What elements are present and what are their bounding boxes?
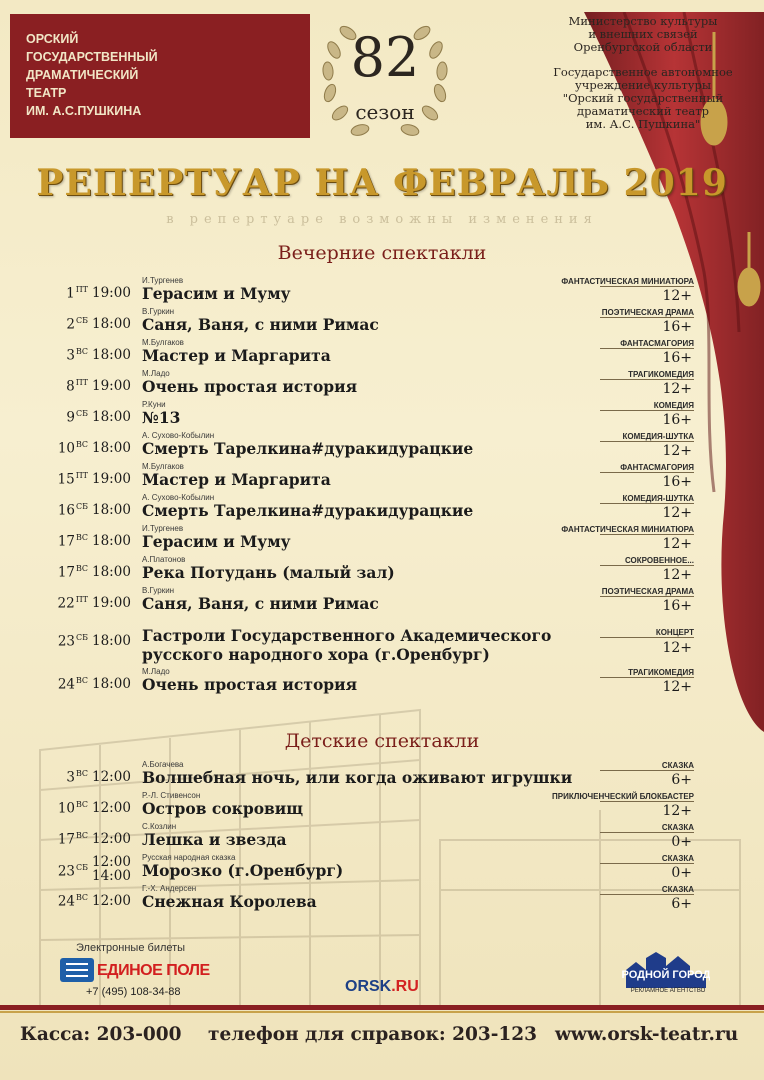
date-cell (40, 502, 88, 519)
day-of-week: ВС (76, 769, 88, 778)
ministry-name: Министерство культуры и внешних связей Оренбургской области (568, 14, 718, 54)
age-rating: 12+ (662, 381, 692, 397)
age-rating: 6+ (671, 772, 692, 788)
author-name: Р.-Л. Стивенсон (142, 791, 201, 800)
day-of-week: ПТ (75, 378, 88, 387)
day-of-week: ВС (76, 893, 88, 902)
show-time: 18:00 (92, 633, 131, 649)
author-name: С.Козлин (142, 822, 177, 831)
page-title: РЕПЕРТУАР НА ФЕВРАЛЬ 2019 (36, 162, 728, 204)
show-time: 12:00 (92, 831, 131, 847)
date-cell (40, 633, 88, 650)
show-time: 18:00 (92, 440, 131, 456)
play-title: Морозко (г.Оренбург) (142, 861, 344, 880)
play-title: Гастроли Государственного Академического русского народного хора (г.Оренбург) (142, 626, 552, 664)
age-rating: 12+ (662, 679, 692, 695)
author-name: М.Булгаков (142, 462, 184, 471)
age-rating: 16+ (662, 412, 692, 428)
author-name: М.Ладо (142, 369, 170, 378)
date-cell (40, 471, 88, 488)
date-number: 3 (66, 347, 75, 364)
genre-divider (600, 410, 694, 411)
day-of-week: ВС (76, 440, 88, 449)
date-cell (40, 316, 88, 333)
age-rating: 12+ (662, 505, 692, 521)
page-subtitle: в репертуаре возможны изменения (166, 212, 598, 227)
show-time: 12:00 (92, 893, 131, 909)
author-name: А. Сухово-Кобылин (142, 431, 215, 440)
genre-label: СКАЗКА (661, 854, 694, 863)
genre-divider (600, 863, 694, 864)
genre-label: ПОЭТИЧЕСКАЯ ДРАМА (601, 308, 694, 317)
genre-divider (600, 770, 694, 771)
date-number: 23 (57, 863, 75, 880)
genre-label: ФАНТАСТИЧЕСКАЯ МИНИАТЮРА (561, 277, 694, 286)
age-rating: 16+ (662, 474, 692, 490)
play-title: №13 (142, 408, 181, 427)
date-cell (40, 440, 88, 457)
website-link[interactable]: www.orsk-teatr.ru (555, 1024, 739, 1045)
day-of-week: СБ (76, 409, 88, 418)
footer-divider-gold (0, 1011, 764, 1013)
day-of-week: ВС (76, 831, 88, 840)
play-title: Герасим и Муму (142, 284, 291, 303)
date-cell (40, 893, 88, 910)
genre-label: КОМЕДИЯ-ШУТКА (622, 494, 694, 503)
ebilets-label: Электронные билеты (76, 942, 186, 954)
day-of-week: ПТ (75, 595, 88, 604)
play-title: Снежная Королева (142, 892, 317, 911)
day-of-week: ВС (76, 533, 88, 542)
play-title: Смерть Тарелкина#дуракидурацкие (142, 501, 474, 520)
age-rating: 0+ (671, 865, 692, 881)
day-of-week: ПТ (75, 285, 88, 294)
age-rating: 16+ (662, 598, 692, 614)
author-name: М.Булгаков (142, 338, 184, 347)
age-rating: 12+ (662, 288, 692, 304)
date-cell (40, 378, 88, 395)
orsk-ru-logo[interactable] (345, 978, 419, 996)
author-name: В.Гуркин (142, 307, 175, 316)
date-cell (40, 595, 88, 612)
season-number: 82 (350, 26, 420, 89)
date-cell (40, 863, 88, 880)
theatre-name: ОРСКИЙ ГОСУДАРСТВЕННЫЙ ДРАМАТИЧЕСКИЙ ТЕАТР ИМ. А.С.ПУШКИНА (26, 32, 158, 118)
date-cell (40, 347, 88, 364)
day-of-week: СБ (76, 633, 88, 642)
show-time: 18:00 (92, 347, 131, 363)
author-name: А. Сухово-Кобылин (142, 493, 215, 502)
show-time: 19:00 (92, 378, 131, 394)
date-number: 17 (57, 831, 75, 848)
genre-divider (600, 565, 694, 566)
genre-label: СКАЗКА (661, 761, 694, 770)
date-number: 17 (57, 533, 75, 550)
genre-label: ФАНТАСМАГОРИЯ (620, 463, 694, 472)
show-time: 12:00 (92, 800, 131, 816)
age-rating: 6+ (671, 896, 692, 912)
play-title: Герасим и Муму (142, 532, 291, 551)
genre-divider (600, 472, 694, 473)
author-name: Р.Куни (142, 400, 166, 409)
author-name: В.Гуркин (142, 586, 175, 595)
ebilets-phone: +7 (495) 108-34-88 (86, 986, 181, 998)
orsk-logo-domain: .RU (391, 978, 419, 995)
genre-label: КОНЦЕРТ (655, 628, 694, 637)
play-title: Волшебная ночь, или когда оживают игрушки (142, 768, 573, 787)
age-rating: 12+ (662, 803, 692, 819)
author-name: Г.-Х. Андерсен (142, 884, 197, 893)
day-of-week: ВС (76, 676, 88, 685)
date-number: 23 (57, 633, 75, 650)
show-time: 19:00 (92, 471, 131, 487)
date-number: 24 (57, 893, 75, 910)
date-number: 9 (66, 409, 75, 426)
genre-divider (600, 894, 694, 895)
date-number: 3 (66, 769, 75, 786)
genre-label: КОМЕДИЯ (653, 401, 694, 410)
show-time: 19:00 (92, 285, 131, 301)
genre-divider (600, 637, 694, 638)
age-rating: 12+ (662, 567, 692, 583)
play-title: Мастер и Маргарита (142, 346, 331, 365)
day-of-week: СБ (76, 316, 88, 325)
genre-label: ФАНТАСТИЧЕСКАЯ МИНИАТЮРА (561, 525, 694, 534)
genre-label: КОМЕДИЯ-ШУТКА (622, 432, 694, 441)
genre-label: СКАЗКА (661, 885, 694, 894)
evening-section-title: Вечерние спектакли (277, 242, 487, 264)
date-number: 8 (66, 378, 75, 395)
day-of-week: СБ (76, 863, 88, 872)
edinoe-pole-brand[interactable]: ЕДИНОЕ ПОЛЕ (97, 962, 210, 979)
rg-caption: РЕКЛАМНОЕ АГЕНТСТВО (630, 988, 706, 994)
date-number: 15 (57, 471, 75, 488)
date-number: 10 (57, 440, 75, 457)
date-cell (40, 769, 88, 786)
show-time: 18:00 (92, 316, 131, 332)
footer-divider (0, 1005, 764, 1010)
date-number: 2 (66, 316, 75, 333)
show-time: 18:00 (92, 409, 131, 425)
age-rating: 12+ (662, 640, 692, 656)
genre-divider (600, 596, 694, 597)
show-time: 18:00 (92, 564, 131, 580)
date-cell (40, 285, 88, 302)
genre-divider (600, 379, 694, 380)
play-title: Лешка и звезда (142, 830, 287, 849)
genre-divider (600, 677, 694, 678)
age-rating: 0+ (671, 834, 692, 850)
play-title: Река Потудань (малый зал) (142, 563, 395, 582)
show-time: 19:00 (92, 595, 131, 611)
author-name: М.Ладо (142, 667, 170, 676)
genre-divider (600, 832, 694, 833)
rg-logo-text: РОДНОЙ ГОРОД (622, 969, 710, 981)
genre-divider (600, 317, 694, 318)
show-time: 18:00 (92, 676, 131, 692)
age-rating: 16+ (662, 319, 692, 335)
genre-divider (600, 503, 694, 504)
genre-label: ТРАГИКОМЕДИЯ (628, 668, 694, 677)
genre-label: СОКРОВЕННОЕ... (624, 556, 694, 565)
date-cell (40, 564, 88, 581)
author-name: И.Тургенев (142, 276, 184, 285)
day-of-week: ВС (76, 347, 88, 356)
age-rating: 16+ (662, 350, 692, 366)
author-name: Русская народная сказка (142, 853, 236, 862)
date-number: 1 (66, 285, 75, 302)
genre-divider (600, 348, 694, 349)
day-of-week: ВС (76, 564, 88, 573)
age-rating: 12+ (662, 443, 692, 459)
orsk-logo-part: ORSK (345, 978, 392, 995)
play-title: Саня, Ваня, с ними Римас (142, 594, 379, 613)
show-time: 18:00 (92, 533, 131, 549)
genre-label: ПОЭТИЧЕСКАЯ ДРАМА (601, 587, 694, 596)
show-time: 18:00 (92, 502, 131, 518)
play-title: Мастер и Маргарита (142, 470, 331, 489)
age-rating: 12+ (662, 536, 692, 552)
genre-divider (600, 534, 694, 535)
genre-label: СКАЗКА (661, 823, 694, 832)
date-cell (40, 533, 88, 550)
genre-label: ФАНТАСМАГОРИЯ (620, 339, 694, 348)
box-office-phone: Касса: 203-000 (20, 1024, 182, 1045)
date-cell (40, 800, 88, 817)
show-time: 12:00 (92, 769, 131, 785)
author-name: И.Тургенев (142, 524, 184, 533)
day-of-week: СБ (76, 502, 88, 511)
genre-divider (600, 801, 694, 802)
show-time: 12:00 14:00 (92, 854, 131, 884)
play-title: Смерть Тарелкина#дуракидурацкие (142, 439, 474, 458)
day-of-week: ВС (76, 800, 88, 809)
date-number: 24 (57, 676, 75, 693)
date-cell (40, 831, 88, 848)
date-number: 10 (57, 800, 75, 817)
author-name: А.Платонов (142, 555, 186, 564)
children-section-title: Детские спектакли (284, 730, 480, 752)
genre-label: ТРАГИКОМЕДИЯ (628, 370, 694, 379)
info-phone: телефон для справок: 203-123 (208, 1024, 537, 1045)
date-number: 22 (57, 595, 75, 612)
day-of-week: ПТ (75, 471, 88, 480)
season-label: сезон (355, 100, 415, 124)
genre-divider (600, 441, 694, 442)
play-title: Очень простая история (142, 377, 358, 396)
play-title: Саня, Ваня, с ними Римас (142, 315, 379, 334)
date-cell (40, 676, 88, 693)
date-cell (40, 409, 88, 426)
genre-divider (600, 286, 694, 287)
author-name: А.Богачева (142, 760, 184, 769)
play-title: Очень простая история (142, 675, 358, 694)
genre-label: ПРИКЛЮЧЕНЧЕСКИЙ БЛОКБАСТЕР (552, 792, 694, 801)
date-number: 16 (57, 502, 75, 519)
play-title: Остров сокровищ (142, 799, 304, 818)
institution-name: Государственное автономное учреждение культуры "Орский государственный драматический театр им. А.С. Пушкина" (553, 65, 733, 131)
date-number: 17 (57, 564, 75, 581)
